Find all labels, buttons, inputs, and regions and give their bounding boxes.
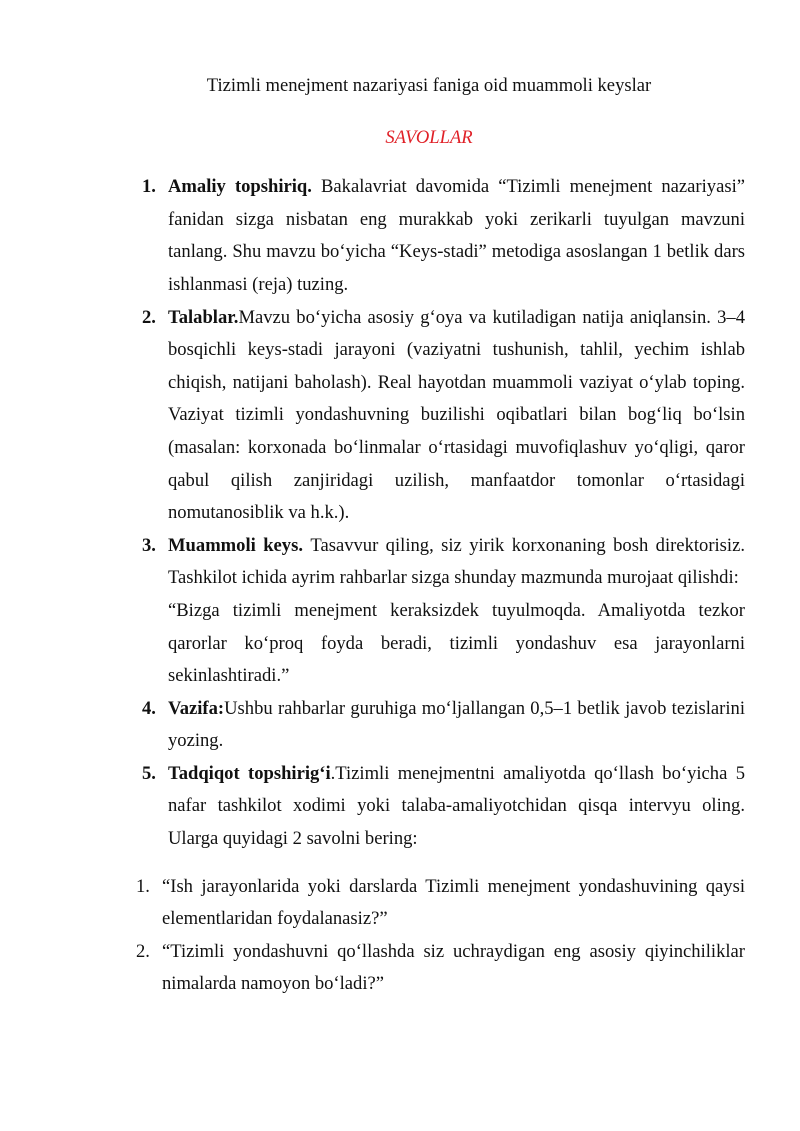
list-item-body: Tasavvur qiling, siz yirik korxonaning bosh direktorisiz. Tashkilot ichida ayrim rahbarlar sizga shunday mazmunda murojaat qilishdi:	[168, 534, 745, 589]
list-item-lead: Talablar.	[168, 306, 239, 328]
list-item-1	[113, 171, 745, 301]
list-item-lead: Tadqiqot topshirig‘i	[168, 762, 331, 784]
list-item-lead: Vazifa:	[168, 697, 225, 719]
list-number: 2.	[136, 940, 150, 962]
list-number: 1.	[142, 176, 156, 198]
question-item-2	[113, 936, 745, 1001]
list-number: 5.	[142, 762, 156, 784]
list-number: 3.	[142, 534, 156, 556]
quote-paragraph: “Bizga tizimli menejment keraksizdek tuyulmoqda. Amaliyotda tezkor qarorlar ko‘proq foyda beradi, tizimli yondashuv esa jarayonlarni sekinlashtiradi.”	[168, 599, 745, 687]
main-numbered-list	[113, 171, 745, 855]
list-item-5	[113, 758, 745, 856]
list-item-body: .Tizimli menejmentni amaliyotda qo‘llash bo‘yicha 5 nafar tashkilot xodimi yoki talaba-amaliyotchidan qisqa intervyu oling. Ularga quyidagi 2 savolni bering:	[168, 762, 745, 850]
list-item-lead: Muammoli keys.	[168, 534, 311, 556]
page-title: Tizimli menejment nazariyasi faniga oid muammoli keyslar	[206, 75, 652, 96]
list-number: 4.	[142, 697, 156, 719]
list-item-body: Bakalavriat davomida “Tizimli menejment nazariyasi” fanidan sizga nisbatan eng murakkab yoki zerikarli tuyulgan mavzuni tanlang. Shu mavzu bo‘yicha “Keys-stadi” metodiga asoslangan 1 betlik dars ishlanmasi (reja) tuzing.	[168, 176, 745, 295]
question-text: “Tizimli yondashuvni qo‘llashda siz uchraydigan eng asosiy qiyinchiliklar nimalarda namoyon bo‘ladi?”	[162, 940, 745, 995]
list-number: 1.	[136, 875, 150, 897]
section-heading: SAVOLLAR	[385, 126, 473, 148]
question-text: “Ish jarayonlarida yoki darslarda Tizimli menejment yondashuvining qaysi elementlaridan foydalanasiz?”	[162, 875, 745, 930]
list-number: 2.	[142, 306, 156, 328]
list-item-2	[113, 302, 745, 530]
list-item-3	[113, 530, 745, 693]
list-item-lead: Amaliy topshiriq.	[168, 176, 322, 198]
list-item-4	[113, 693, 745, 758]
questions-list	[113, 871, 745, 1001]
question-item-1	[113, 871, 745, 936]
list-item-body: Mavzu bo‘yicha asosiy g‘oya va kutiladigan natija aniqlansin. 3–4 bosqichli keys-stadi jarayoni (vaziyatni tushunish, tahlil, yechim ishlab chiqish, natijani baholash). Real hayotdan muammoli vaziyat o‘ylab toping. Vaziyat tizimli yondashuvning buzilishi oqibatlari bilan bog‘liq bo‘lsin (masalan: korxonada bo‘linmalar o‘rtasidagi muvofiqlashuv yo‘qligi, qaror qabul qilish zanjiridagi uzilish, manfaatdor tomonlar o‘rtasidagi nomutanosiblik va h.k.).	[168, 306, 745, 524]
list-item-body: Ushbu rahbarlar guruhiga mo‘ljallangan 0,5–1 betlik javob tezislarini yozing.	[168, 697, 745, 752]
